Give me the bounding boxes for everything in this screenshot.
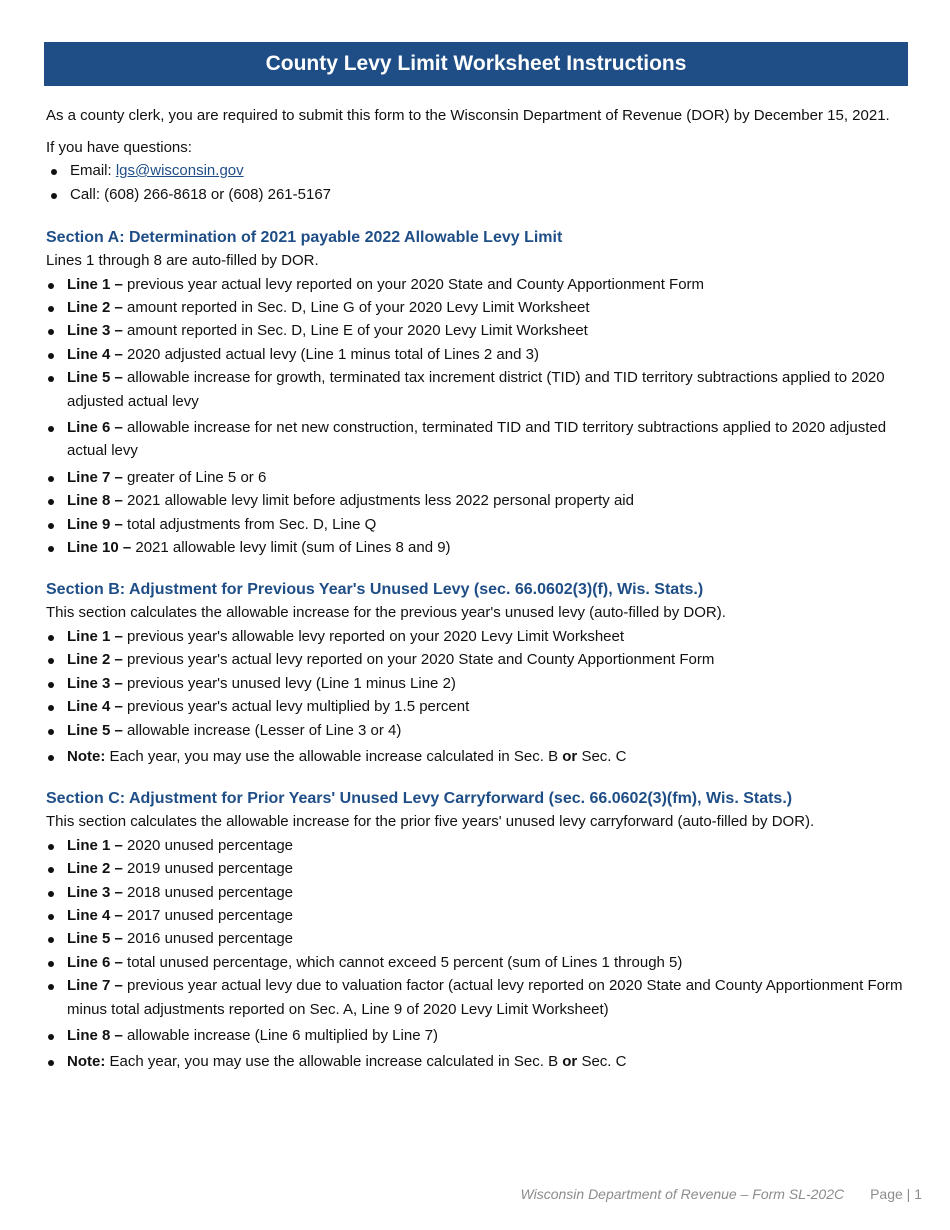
section-c-line-item (46, 927, 908, 950)
line-description: 2020 adjusted actual levy (Line 1 minus total of Lines 2 and 3) (127, 345, 539, 363)
line-description: previous year's actual levy reported on your 2020 State and County Apportionment Form (127, 651, 715, 669)
section-a-line-list (46, 273, 908, 560)
footer-page-number: Page | 1 (870, 1186, 922, 1202)
section-b-line-item (46, 672, 908, 695)
sections-container (46, 226, 908, 1074)
section-a-line-item (46, 343, 908, 366)
line-label: Line 2 – (67, 860, 123, 878)
section-a-line-item (46, 273, 908, 296)
line-description: previous year actual levy reported on your 2020 State and County Apportionment Form (127, 275, 705, 293)
section-b-heading: Section B: Adjustment for Previous Year's Unused Levy (sec. 66.0602(3)(f), Wis. Stats.) (46, 581, 704, 599)
section-c-line-item (46, 974, 908, 1021)
section-a-line-item (46, 513, 908, 536)
line-label: Line 1 – (67, 627, 123, 645)
section-c-line-item (46, 881, 908, 904)
line-label: Line 4 – (67, 907, 123, 925)
section-a-heading: Section A: Determination of 2021 payable 2022 Allowable Levy Limit (46, 229, 563, 246)
questions-label: If you have questions: (46, 138, 192, 156)
footer-form-name: Wisconsin Department of Revenue – Form SL-202C (520, 1186, 845, 1202)
section-c-line-item (46, 1024, 908, 1047)
contact-list (46, 159, 908, 207)
line-description: 2021 allowable levy limit before adjustments less 2022 personal property aid (127, 492, 634, 510)
line-label: Line 1 – (67, 275, 123, 293)
line-label: Line 1 – (67, 836, 123, 854)
line-description: amount reported in Sec. D, Line E of your 2020 Levy Limit Worksheet (127, 322, 588, 340)
note-text: Each year, you may use the allowable increase calculated in Sec. B (109, 1053, 559, 1071)
line-label: Line 7 – (67, 977, 123, 995)
line-label: Line 3 – (67, 883, 123, 901)
line-label: Line 5 – (67, 721, 123, 739)
line-description: amount reported in Sec. D, Line G of your 2020 Levy Limit Worksheet (127, 298, 590, 316)
page-title: County Levy Limit Worksheet Instructions (44, 42, 908, 86)
line-label: Line 10 – (67, 538, 132, 556)
line-label: Line 6 – (67, 418, 123, 436)
section-c-line-list (46, 834, 908, 1074)
line-description: allowable increase (Line 6 multiplied by Line 7) (127, 1027, 439, 1045)
line-label: Line 8 – (67, 492, 123, 510)
section-a-line-item (46, 489, 908, 512)
email-label: Email: (70, 162, 116, 179)
line-description: 2018 unused percentage (127, 883, 294, 901)
contact-email (46, 159, 908, 183)
line-description: allowable increase (Lesser of Line 3 or 4) (127, 721, 402, 739)
line-label: Line 5 – (67, 369, 123, 387)
section-b-note (46, 745, 908, 768)
line-label: Line 8 – (67, 1027, 123, 1045)
line-description: total unused percentage, which cannot exceed 5 percent (sum of Lines 1 through 5) (127, 953, 683, 971)
section-c-note (46, 1050, 908, 1073)
section-c-description: This section calculates the allowable increase for the prior five years' unused levy carryforward (auto-filled by DOR). (46, 813, 815, 831)
section-a-line-item (46, 296, 908, 319)
section-a-line-item (46, 416, 908, 463)
section-b-line-list (46, 625, 908, 768)
line-description: allowable increase for growth, terminated tax increment district (TID) and TID territory subtractions applied to 2020 adjusted actual levy (67, 369, 885, 410)
section-c-line-item (46, 857, 908, 880)
line-description: 2019 unused percentage (127, 860, 294, 878)
line-description: previous year's allowable levy reported on your 2020 Levy Limit Worksheet (127, 627, 625, 645)
line-description: previous year actual levy due to valuation factor (actual levy reported on 2020 State and County Apportionment Form minus total adjustments reported on Sec. A, Line 9 of 2020 Levy Limit Worksheet) (67, 977, 903, 1018)
note-text-end: Sec. C (581, 747, 627, 765)
section-b-line-item (46, 695, 908, 718)
line-label: Line 4 – (67, 345, 123, 363)
line-description: 2021 allowable levy limit (sum of Lines 8 and 9) (135, 538, 451, 556)
line-label: Line 2 – (67, 651, 123, 669)
email-link[interactable]: lgs@wisconsin.gov (115, 162, 244, 179)
line-label: Line 9 – (67, 515, 123, 533)
section-a-line-item (46, 366, 908, 413)
section-a-line-item (46, 466, 908, 489)
note-label: Note: (67, 1053, 106, 1071)
section-c-line-item (46, 834, 908, 857)
line-label: Line 7 – (67, 468, 123, 486)
note-or: or (562, 1053, 578, 1071)
note-or: or (562, 747, 578, 765)
document-body (46, 104, 908, 1074)
line-label: Line 3 – (67, 674, 123, 692)
section-c-line-item (46, 951, 908, 974)
section-c-heading: Section C: Adjustment for Prior Years' Unused Levy Carryforward (sec. 66.0602(3)(fm), Wis. Stats.) (46, 790, 793, 808)
line-description: total adjustments from Sec. D, Line Q (127, 515, 377, 533)
section-b-line-item (46, 648, 908, 671)
line-label: Line 6 – (67, 953, 123, 971)
section-a-description: Lines 1 through 8 are auto-filled by DOR. (46, 252, 319, 269)
note-text: Each year, you may use the allowable increase calculated in Sec. B (109, 747, 559, 765)
note-text-end: Sec. C (581, 1053, 627, 1071)
section-b-line-item (46, 719, 908, 742)
line-label: Line 4 – (67, 698, 123, 716)
line-description: 2020 unused percentage (127, 836, 294, 854)
section-c-line-item (46, 904, 908, 927)
line-description: 2017 unused percentage (127, 907, 294, 925)
page-footer (521, 1186, 922, 1202)
section-b-line-item (46, 625, 908, 648)
note-label: Note: (67, 747, 106, 765)
section-b-description: This section calculates the allowable increase for the previous year's unused levy (auto-filled by DOR). (46, 604, 726, 622)
section-a-line-item (46, 319, 908, 342)
contact-phone: Call: (608) 266-8618 or (608) 261-5167 (46, 183, 908, 207)
line-description: 2016 unused percentage (127, 930, 294, 948)
line-description: previous year's actual levy multiplied by 1.5 percent (127, 698, 470, 716)
line-label: Line 2 – (67, 298, 123, 316)
line-description: greater of Line 5 or 6 (127, 468, 267, 486)
intro-paragraph: As a county clerk, you are required to submit this form to the Wisconsin Department of Revenue (DOR) by December 15, 2021. (46, 107, 890, 124)
line-label: Line 5 – (67, 930, 123, 948)
line-description: previous year's unused levy (Line 1 minus Line 2) (127, 674, 456, 692)
line-label: Line 3 – (67, 322, 123, 340)
line-description: allowable increase for net new construction, terminated TID and TID territory subtractions applied to 2020 adjusted actual levy (67, 418, 887, 460)
section-a-line-item (46, 536, 908, 559)
